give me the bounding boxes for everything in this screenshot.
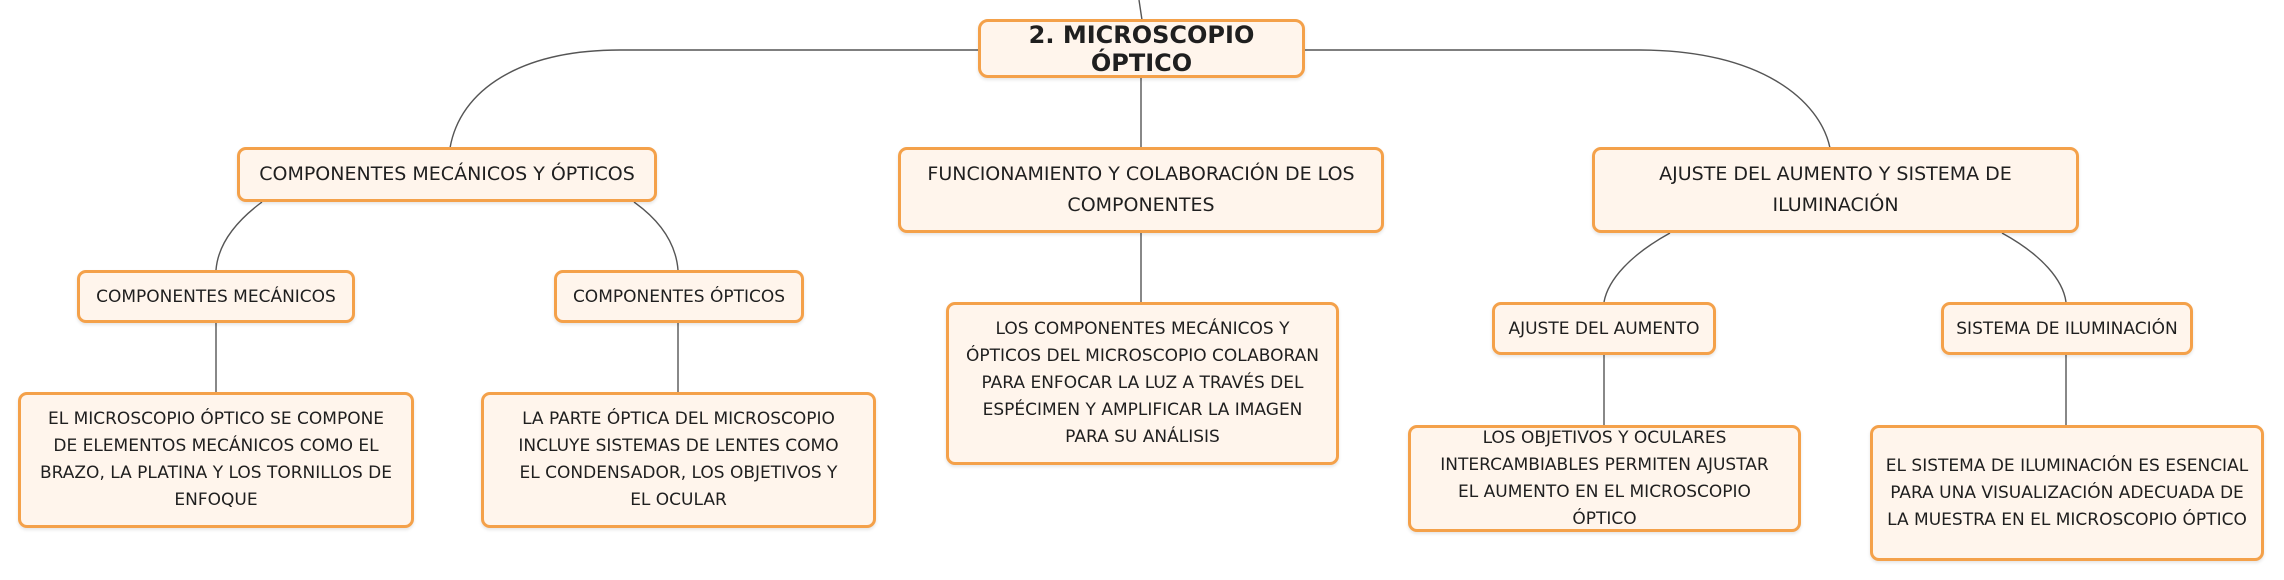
leaf-node-text: LA PARTE ÓPTICA DEL MICROSCOPIO INCLUYE SISTEMAS DE LENTES COMO EL CONDENSADOR, LOS OBJETIVOS Y EL OCULAR xyxy=(518,409,839,510)
branch-node-mechanical-optical[interactable] xyxy=(237,147,657,202)
connector-root-branch-1 xyxy=(450,50,980,148)
sub-node-magnification[interactable] xyxy=(1492,302,1716,355)
sub-node-label: COMPONENTES ÓPTICOS xyxy=(572,286,786,307)
sub-node-label: AJUSTE DEL AUMENTO xyxy=(1508,318,1700,339)
connector-root-branch-3 xyxy=(1305,50,1830,148)
sub-node-mechanical[interactable] xyxy=(77,270,355,323)
branch-node-label: FUNCIONAMIENTO Y COLABORACIÓN DE LOS COMPONENTES xyxy=(927,163,1355,216)
leaf-node-text: EL MICROSCOPIO ÓPTICO SE COMPONE DE ELEMENTOS MECÁNICOS COMO EL BRAZO, LA PLATINA Y LOS TORNILLOS DE ENFOQUE xyxy=(40,409,392,510)
leaf-node-text: EL SISTEMA DE ILUMINACIÓN ES ESENCIAL PARA UNA VISUALIZACIÓN ADECUADA DE LA MUESTRA EN EL MICROSCOPIO ÓPTICO xyxy=(1885,455,2249,530)
sub-node-illumination[interactable] xyxy=(1941,302,2193,355)
leaf-node-text: LOS OBJETIVOS Y OCULARES INTERCAMBIABLES PERMITEN AJUSTAR EL AUMENTO EN EL MICROSCOPIO ÓPTICO xyxy=(1440,427,1769,529)
sub-node-label: COMPONENTES MECÁNICOS xyxy=(96,286,336,307)
leaf-node-magnification-detail[interactable] xyxy=(1408,425,1801,532)
branch-node-operation[interactable] xyxy=(898,147,1384,233)
branch-node-magnification-illumination[interactable] xyxy=(1592,147,2079,233)
leaf-node-operation-detail[interactable] xyxy=(946,302,1339,465)
leaf-node-illumination-detail[interactable] xyxy=(1870,425,2264,561)
sub-node-label: SISTEMA DE ILUMINACIÓN xyxy=(1956,318,2178,339)
connector-root-parent xyxy=(1139,0,1142,20)
connector-branch-3-child-2 xyxy=(2002,233,2066,302)
branch-node-label: COMPONENTES MECÁNICOS Y ÓPTICOS xyxy=(259,163,635,185)
root-node[interactable] xyxy=(978,19,1305,78)
root-node-label: 2. MICROSCOPIO ÓPTICO xyxy=(1028,20,1255,77)
sub-node-optical[interactable] xyxy=(554,270,804,323)
leaf-node-text: LOS COMPONENTES MECÁNICOS Y ÓPTICOS DEL MICROSCOPIO COLABORAN PARA ENFOCAR LA LUZ A TRAVÉS DEL ESPÉCIMEN Y AMPLIFICAR LA IMAGEN PARA SU ANÁLISIS xyxy=(966,319,1319,447)
connector-branch-1-child-1 xyxy=(216,202,262,270)
connector-branch-3-child-1 xyxy=(1604,233,1670,302)
connector-branch-1-child-2 xyxy=(634,202,678,270)
branch-node-label: AJUSTE DEL AUMENTO Y SISTEMA DE ILUMINACIÓN xyxy=(1659,163,2012,216)
leaf-node-mechanical-detail[interactable] xyxy=(18,392,414,528)
leaf-node-optical-detail[interactable] xyxy=(481,392,876,528)
